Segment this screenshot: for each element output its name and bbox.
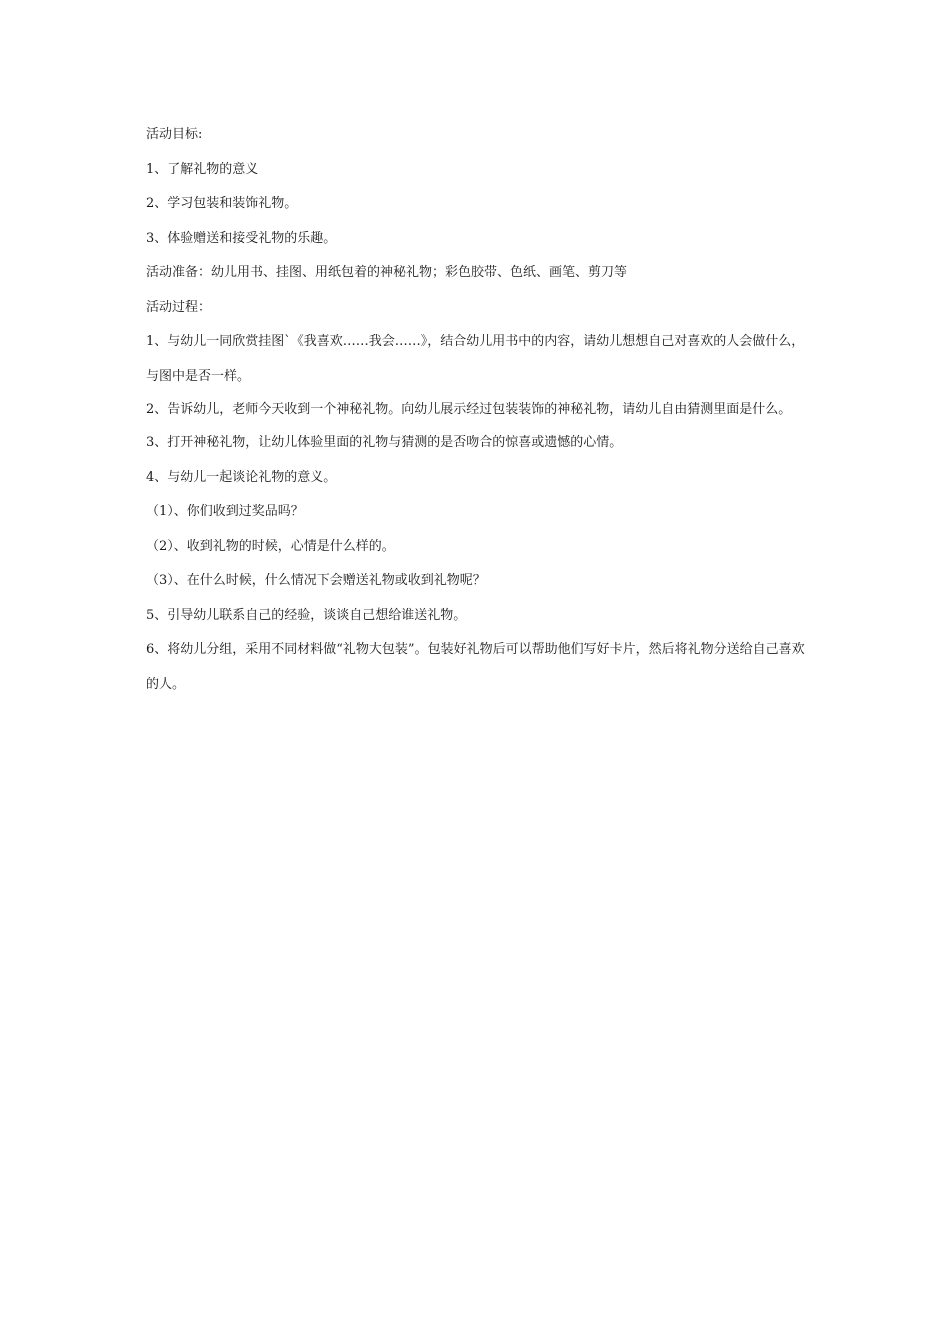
goal-item-3: 3、体验赠送和接受礼物的乐趣。 <box>146 230 337 246</box>
process-step-2: 2、告诉幼儿，老师今天收到一个神秘礼物。向幼儿展示经过包装装饰的神秘礼物，请幼儿自由猜测里面是什么。 <box>146 402 792 417</box>
process-step-1: 1、与幼儿一同欣赏挂图`《我喜欢……我会……》，结合幼儿用书中的内容，请幼儿想想自己对喜欢的人会做什么，与图中是否一样。 <box>146 334 805 384</box>
goal-heading: 活动目标: <box>146 127 203 142</box>
discussion-question-2: （2）、收到礼物的时候，心情是什么样的。 <box>146 538 395 554</box>
discussion-question-1: （1）、你们收到过奖品吗？ <box>146 504 304 519</box>
preparation-text: 活动准备：幼儿用书、挂图、用纸包着的神秘礼物；彩色胶带、色纸、画笔、剪刀等 <box>146 265 628 280</box>
process-heading: 活动过程： <box>146 299 212 315</box>
process-step-3: 3、打开神秘礼物，让幼儿体验里面的礼物与猜测的是否吻合的惊喜或遗憾的心情。 <box>146 435 623 450</box>
document-body <box>146 126 810 709</box>
discussion-question-3: （3）、在什么时候，什么情况下会赠送礼物或收到礼物呢？ <box>146 573 486 588</box>
goal-item-2: 2、学习包装和装饰礼物。 <box>146 196 298 211</box>
process-step-4: 4、与幼儿一起谈论礼物的意义。 <box>146 469 337 485</box>
process-step-5: 5、引导幼儿联系自己的经验，谈谈自己想给谁送礼物。 <box>146 607 467 623</box>
process-step-6: 6、将幼儿分组，采用不同材料做“礼物大包装”。包装好礼物后可以帮助他们写好卡片，然后将礼物分送给自己喜欢的人。 <box>146 642 805 692</box>
goal-item-1: 1、了解礼物的意义 <box>146 161 259 177</box>
